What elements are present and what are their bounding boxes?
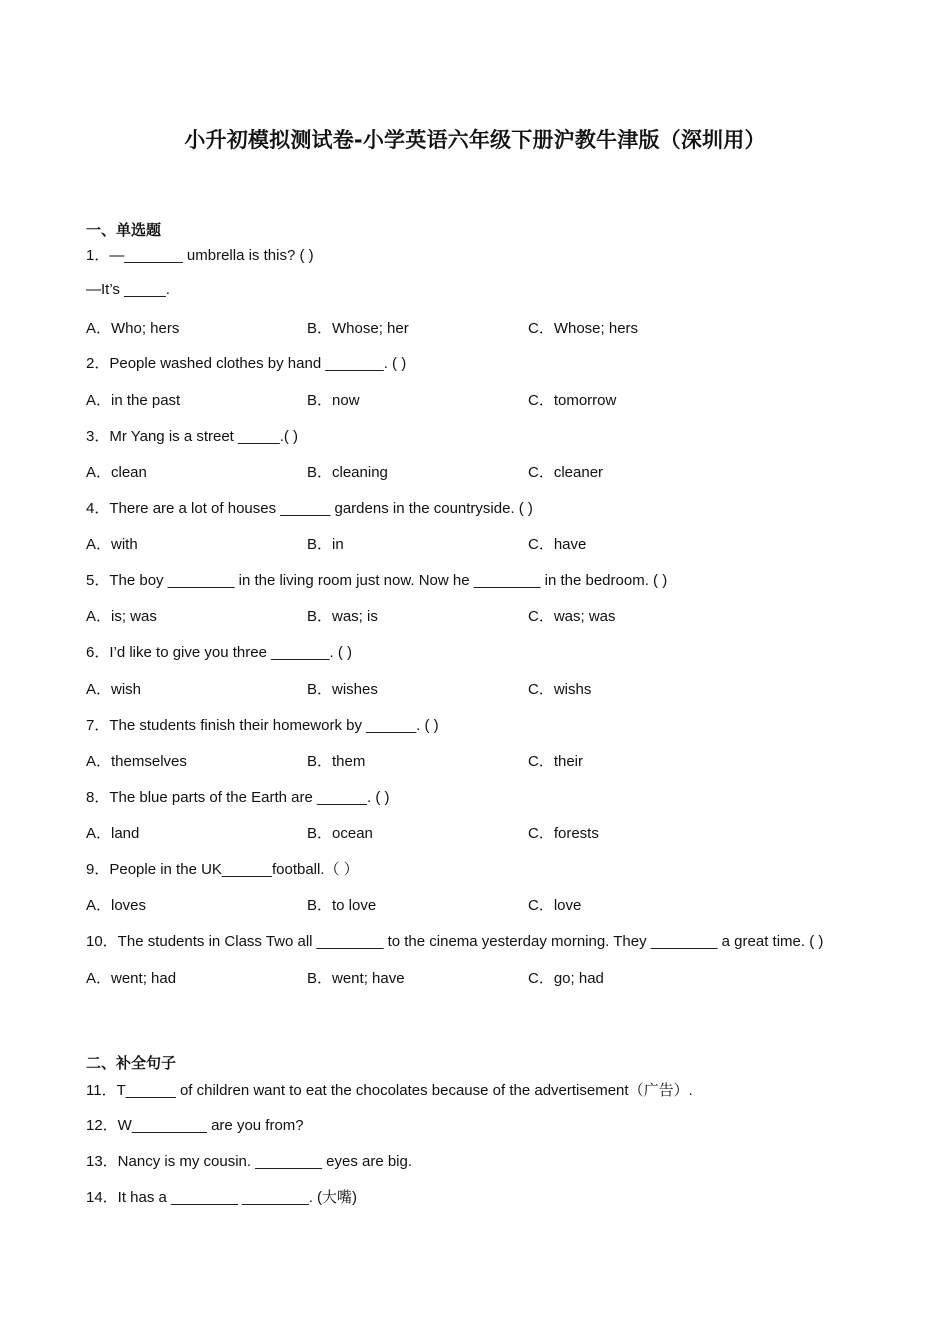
question-3-option-b[interactable]: B．cleaning	[307, 464, 388, 481]
question-4-option-c[interactable]: C．have	[528, 536, 587, 553]
question-5-option-b[interactable]: B．was; is	[307, 608, 378, 625]
question-2: 2．People washed clothes by hand _______. ( )	[86, 355, 407, 372]
question-5-option-a[interactable]: A．is; was	[86, 608, 157, 625]
question-2-option-b[interactable]: B．now	[307, 392, 360, 409]
question-7-option-b[interactable]: B．them	[307, 753, 366, 770]
question-1-response-line: —It’s _____.	[86, 281, 170, 298]
question-9-option-c[interactable]: C．love	[528, 897, 582, 914]
question-8-option-b[interactable]: B．ocean	[307, 825, 373, 842]
question-13: 13．Nancy is my cousin. ________ eyes are big.	[86, 1153, 413, 1170]
question-8: 8．The blue parts of the Earth are ______. ( )	[86, 789, 390, 806]
question-14: 14．It has a ________ ________. (大嘴)	[86, 1189, 358, 1206]
question-2-option-a[interactable]: A．in the past	[86, 392, 181, 409]
question-10: 10．The students in Class Two all ________ to the cinema yesterday morning. They ________ a great time. ( )	[86, 933, 824, 950]
question-1-option-b[interactable]: B．Whose; her	[307, 320, 409, 337]
question-11: 11．T______ of children want to eat the chocolates because of the advertisement（广告）.	[86, 1082, 693, 1099]
question-8-option-c[interactable]: C．forests	[528, 825, 599, 842]
question-9: 9．People in the UK______football.（ ）	[86, 861, 359, 878]
question-4: 4．There are a lot of houses ______ gardens in the countryside. ( )	[86, 500, 533, 517]
question-10-option-b[interactable]: B．went; have	[307, 970, 405, 987]
question-7: 7．The students finish their homework by ______. ( )	[86, 717, 439, 734]
question-6-option-c[interactable]: C．wishs	[528, 681, 592, 698]
question-3-option-c[interactable]: C．cleaner	[528, 464, 604, 481]
question-3: 3．Mr Yang is a street _____.( )	[86, 428, 299, 445]
question-10-option-a[interactable]: A．went; had	[86, 970, 177, 987]
question-12: 12．W_________ are you from?	[86, 1117, 304, 1134]
question-6-option-b[interactable]: B．wishes	[307, 681, 378, 698]
page-title: 小升初模拟测试卷-小学英语六年级下册沪教牛津版（深圳用）	[184, 128, 766, 152]
question-7-option-c[interactable]: C．their	[528, 753, 584, 770]
question-9-option-b[interactable]: B．to love	[307, 897, 377, 914]
question-8-option-a[interactable]: A．land	[86, 825, 140, 842]
question-5-option-c[interactable]: C．was; was	[528, 608, 616, 625]
question-4-option-a[interactable]: A．with	[86, 536, 138, 553]
question-5: 5．The boy ________ in the living room just now. Now he ________ in the bedroom. ( )	[86, 572, 668, 589]
question-2-option-c[interactable]: C．tomorrow	[528, 392, 617, 409]
question-6-option-a[interactable]: A．wish	[86, 681, 142, 698]
question-7-option-a[interactable]: A．themselves	[86, 753, 187, 770]
question-4-option-b[interactable]: B．in	[307, 536, 344, 553]
question-9-option-a[interactable]: A．loves	[86, 897, 147, 914]
question-1-option-c[interactable]: C．Whose; hers	[528, 320, 639, 337]
section-heading-single-choice: 一、单选题	[86, 221, 162, 239]
question-1: 1．—_______ umbrella is this? ( )	[86, 247, 314, 264]
question-1-option-a[interactable]: A．Who; hers	[86, 320, 180, 337]
question-6: 6．I’d like to give you three _______. ( )	[86, 644, 352, 661]
question-3-option-a[interactable]: A．clean	[86, 464, 147, 481]
question-10-option-c[interactable]: C．go; had	[528, 970, 604, 987]
section-heading-complete-sentences: 二、补全句子	[86, 1054, 177, 1072]
